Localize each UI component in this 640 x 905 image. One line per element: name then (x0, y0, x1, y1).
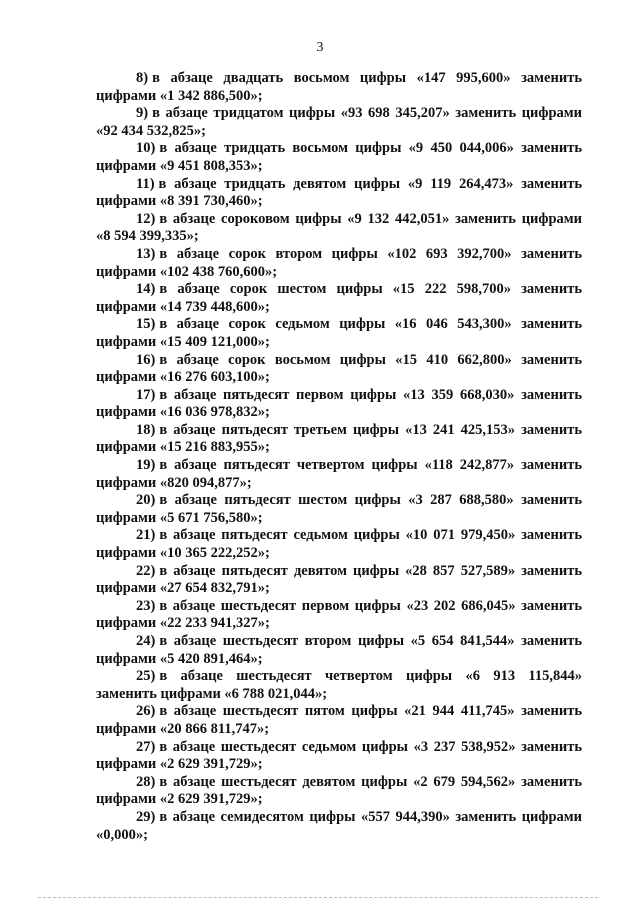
item-text-line2: цифрами «1 342 886,500»; (96, 87, 263, 104)
item-number: 14) (136, 281, 156, 298)
item-number: 12) (136, 210, 156, 227)
item-text-line2: цифрами «2 629 391,729»; (96, 791, 263, 808)
page-number: 3 (316, 40, 324, 55)
item-text-line1: в абзаце сорок седьмом цифры «16 046 543,300» заменить (159, 316, 582, 333)
amendment-item (96, 598, 582, 633)
amendment-item (96, 739, 582, 774)
amendment-item (96, 457, 582, 492)
item-number: 26) (136, 703, 156, 720)
amendment-list (96, 70, 582, 844)
item-text-line1: в абзаце шестьдесят девятом цифры «2 679 594,562» заменить (159, 773, 582, 790)
amendment-item (96, 211, 582, 246)
item-text-line2: «92 434 532,825»; (96, 122, 206, 139)
item-text-line1: в абзаце шестьдесят пятом цифры «21 944 411,745» заменить (159, 703, 582, 720)
amendment-item (96, 176, 582, 211)
item-number: 11) (136, 175, 155, 192)
item-text-line2: цифрами «22 233 941,327»; (96, 615, 270, 632)
item-text-line2: заменить цифрами «6 788 021,044»; (96, 685, 328, 702)
item-text-line2: цифрами «16 276 603,100»; (96, 369, 270, 386)
amendment-item (96, 527, 582, 562)
amendment-item (96, 246, 582, 281)
amendment-item (96, 633, 582, 668)
amendment-item (96, 281, 582, 316)
item-text-line2: цифрами «20 866 811,747»; (96, 720, 270, 737)
item-text-line2: цифрами «14 739 448,600»; (96, 298, 270, 315)
item-text-line2: цифрами «9 451 808,353»; (96, 157, 263, 174)
item-number: 16) (136, 351, 156, 368)
item-text-line1: в абзаце сороковом цифры «9 132 442,051» заменить цифрами (159, 210, 582, 227)
item-text-line1: в абзаце пятьдесят четвертом цифры «118 242,877» заменить (159, 457, 582, 474)
item-text-line2: цифрами «16 036 978,832»; (96, 404, 270, 421)
item-text-line2: «0,000»; (96, 826, 148, 843)
item-text-line2: цифрами «5 671 756,580»; (96, 509, 263, 526)
item-text-line1: в абзаце сорок шестом цифры «15 222 598,700» заменить (159, 281, 582, 298)
item-number: 9) (136, 105, 149, 122)
item-text-line2: цифрами «15 216 883,955»; (96, 439, 270, 456)
item-number: 10) (136, 140, 156, 157)
item-number: 15) (136, 316, 156, 333)
item-text-line1: в абзаце шестьдесят первом цифры «23 202 686,045» заменить (159, 597, 582, 614)
amendment-item (96, 105, 582, 140)
item-text-line1: в абзаце пятьдесят седьмом цифры «10 071 979,450» заменить (159, 527, 582, 544)
amendment-item (96, 387, 582, 422)
item-number: 21) (136, 527, 156, 544)
amendment-item (96, 563, 582, 598)
amendment-item (96, 774, 582, 809)
amendment-item (96, 422, 582, 457)
item-text-line1: в абзаце тридцать восьмом цифры «9 450 044,006» заменить (159, 140, 582, 157)
item-text-line1: в абзаце сорок втором цифры «102 693 392,700» заменить (159, 245, 582, 262)
item-text-line1: в абзаце пятьдесят шестом цифры «3 287 688,580» заменить (159, 492, 582, 509)
item-text-line1: в абзаце тридцать девятом цифры «9 119 264,473» заменить (158, 175, 582, 192)
item-number: 19) (136, 457, 156, 474)
item-number: 8) (136, 70, 149, 86)
item-text-line1: в абзаце шестьдесят втором цифры «5 654 841,544» заменить (159, 633, 582, 649)
amendment-item (96, 352, 582, 387)
item-text-line1: в абзаце шестьдесят четвертом цифры «6 913 115,844» (159, 668, 582, 685)
item-text-line1: в абзаце двадцать восьмом цифры «147 995,600» заменить (152, 70, 582, 86)
item-text-line2: цифрами «2 629 391,729»; (96, 756, 263, 773)
item-text-line2: цифрами «820 094,877»; (96, 474, 252, 491)
amendment-item (96, 316, 582, 351)
amendment-item (96, 703, 582, 738)
item-number: 25) (136, 668, 156, 685)
item-number: 17) (136, 386, 156, 403)
item-text-line2: цифрами «10 365 222,252»; (96, 545, 270, 562)
item-text-line1: в абзаце пятьдесят девятом цифры «28 857 527,589» заменить (159, 562, 582, 579)
item-text-line2: цифрами «5 420 891,464»; (96, 650, 263, 667)
item-number: 23) (136, 597, 156, 614)
amendment-item (96, 70, 582, 105)
item-text-line2: цифрами «102 438 760,600»; (96, 263, 278, 280)
item-text-line2: цифрами «8 391 730,460»; (96, 193, 263, 210)
item-number: 28) (136, 773, 156, 790)
item-text-line1: в абзаце шестьдесят седьмом цифры «3 237 538,952» заменить (159, 738, 582, 755)
item-text-line1: в абзаце пятьдесят третьем цифры «13 241 425,153» заменить (159, 421, 582, 438)
item-number: 27) (136, 738, 156, 755)
amendment-item (96, 668, 582, 703)
item-number: 13) (136, 245, 156, 262)
item-text-line1: в абзаце семидесятом цифры «557 944,390» заменить цифрами (159, 808, 582, 825)
item-number: 29) (136, 808, 156, 825)
item-text-line1: в абзаце тридцатом цифры «93 698 345,207» заменить цифрами (152, 105, 582, 122)
item-number: 18) (136, 421, 156, 438)
item-text-line1: в абзаце сорок восьмом цифры «15 410 662,800» заменить (159, 351, 582, 368)
item-number: 24) (136, 633, 156, 649)
bottom-rule (38, 897, 598, 898)
amendment-item (96, 492, 582, 527)
item-number: 22) (136, 562, 156, 579)
amendment-item (96, 140, 582, 175)
item-text-line2: цифрами «27 654 832,791»; (96, 580, 270, 597)
item-text-line2: «8 594 399,335»; (96, 228, 199, 245)
amendment-item (96, 809, 582, 844)
item-text-line2: цифрами «15 409 121,000»; (96, 333, 270, 350)
item-text-line1: в абзаце пятьдесят первом цифры «13 359 668,030» заменить (159, 386, 582, 403)
item-number: 20) (136, 492, 156, 509)
